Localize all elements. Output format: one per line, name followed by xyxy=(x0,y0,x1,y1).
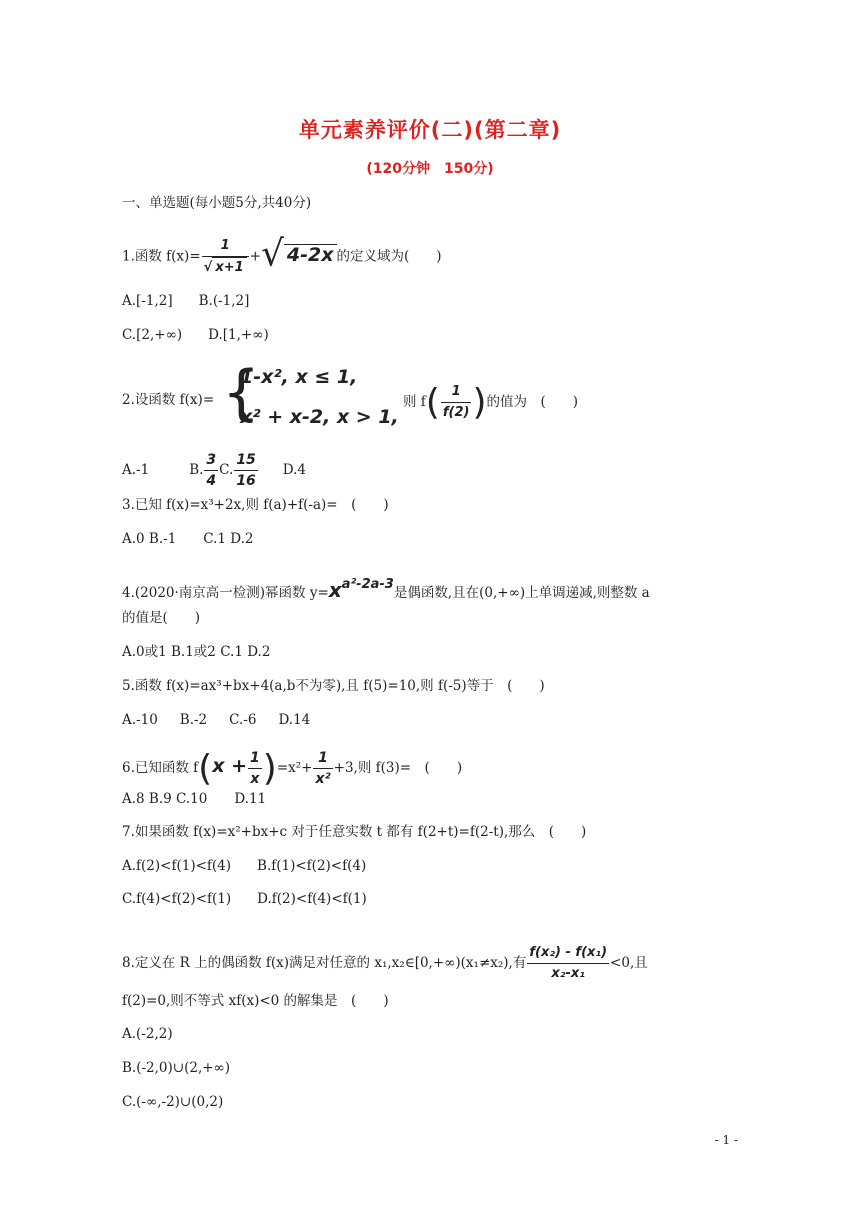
q3-options: A.0 B.-1 C.1 D.2 xyxy=(122,531,254,547)
q1-option-b: B.(-1,2] xyxy=(198,293,250,309)
section-heading: 一、单选题(每小题5分,共40分) xyxy=(122,195,312,211)
q5-option-b: B.-2 xyxy=(179,712,208,728)
q8-line-2: f(2)=0,则不等式 xf(x)<0 的解集是 ( ) xyxy=(122,993,389,1009)
q6-rhs-fraction: $\frac{1}{\text{x²}}$ xyxy=(315,750,331,787)
question-1: 1.函数 f(x)= $\frac{1}{√ x+1}$ +√ 4-2x 的定义域为( ) xyxy=(122,236,442,278)
q7-option-b: B.f(1)<f(2)<f(4) xyxy=(257,858,367,874)
q2-brace: { xyxy=(222,358,261,428)
q2-case-2: x² + x-2, x > 1, xyxy=(240,406,399,428)
q2-option-c-fraction: $\frac{15}{16}$ xyxy=(236,452,256,489)
q7-option-d: D.f(2)<f(4)<f(1) xyxy=(257,891,367,907)
q8-option-b: B.(-2,0)∪(2,+∞) xyxy=(122,1060,231,1076)
q2-tail: 则 f( $\frac{1}{f(2)}$ )的值为 ( ) xyxy=(403,382,579,423)
q2-fraction: $\frac{1}{f(2)}$ xyxy=(441,382,472,423)
q1-option-d: D.[1,+∞) xyxy=(208,327,269,343)
q5-options xyxy=(122,710,310,730)
q6-arg-fraction: $\frac{1}{x}$ xyxy=(250,750,260,787)
q1-suffix: 的定义域为( ) xyxy=(336,248,442,265)
q5-option-c: C.-6 xyxy=(229,712,257,728)
q1-prefix: 1.函数 f(x)= xyxy=(122,248,201,265)
q1-fraction: $\frac{1}{√ x+1}$ xyxy=(202,236,249,278)
q1-option-a: A.[-1,2] xyxy=(122,293,173,309)
q4-options: A.0或1 B.1或2 C.1 D.2 xyxy=(122,644,271,660)
q2-options: A.-1 B. $\frac{3}{4}$ C. $\frac{15}{16}$ D.4 xyxy=(122,452,307,489)
question-8: 8.定义在 R 上的偶函数 f(x)满足对任意的 x₁,x₂∈[0,+∞)(x₁≠x₂),有 $\frac{\text{f(x₂) - f(x₁)}}{\text{x₂-x₁}}$ <0,且 xyxy=(122,943,648,984)
q8-fraction: $\frac{\text{f(x₂) - f(x₁)}}{\text{x₂-x₁}}$ xyxy=(527,943,609,984)
q1-options-row2 xyxy=(122,325,295,345)
q8-option-a: A.(-2,2) xyxy=(122,1026,173,1042)
question-6: 6.已知函数 f(x + $\frac{1}{x}$ )=x²+ $\frac{1}{\text{x²}}$ +3,则 f(3)= ( ) xyxy=(122,748,463,789)
q6-options: A.8 B.9 C.10 D.11 xyxy=(122,791,267,807)
q7-option-c: C.f(4)<f(2)<f(1) xyxy=(122,891,232,907)
q1-sqrt: 4-2x xyxy=(284,244,337,265)
question-2-prefix: 2.设函数 f(x)= xyxy=(122,392,215,408)
q2-option-b-fraction: $\frac{3}{4}$ xyxy=(206,452,217,489)
q4-line-2: 的值是( ) xyxy=(122,610,201,626)
q8-option-c: C.(-∞,-2)∪(0,2) xyxy=(122,1094,224,1110)
q2-option-d: D.4 xyxy=(282,462,307,478)
q2-option-a: A.-1 xyxy=(122,462,150,478)
q7-options-row2 xyxy=(122,889,393,909)
page-number: - 1 - xyxy=(714,1133,738,1147)
q2-case-1: 1-x², x ≤ 1, xyxy=(240,366,358,388)
question-7: 7.如果函数 f(x)=x²+bx+c 对于任意实数 t 都有 f(2+t)=f(2-t),那么 ( ) xyxy=(122,824,587,840)
question-3: 3.已知 f(x)=x³+2x,则 f(a)+f(-a)= ( ) xyxy=(122,497,389,513)
question-4: 4.(2020·南京高一检测)幂函数 y=xa²-2a-3是偶函数,且在(0,+∞)上单调递减,则整数 a xyxy=(122,577,650,602)
q7-options-row1 xyxy=(122,856,392,876)
q5-option-a: A.-10 xyxy=(122,712,158,728)
page-title: 单元素养评价(二)(第二章) xyxy=(298,118,562,142)
q1-option-c: C.[2,+∞) xyxy=(122,327,183,343)
q7-option-a: A.f(2)<f(1)<f(4) xyxy=(122,858,232,874)
question-5: 5.函数 f(x)=ax³+bx+4(a,b不为零),且 f(5)=10,则 f(-5)等于 ( ) xyxy=(122,678,545,694)
page-subtitle: (120分钟 150分) xyxy=(366,161,494,177)
q5-option-d: D.14 xyxy=(278,712,311,728)
q1-options-row1 xyxy=(122,291,275,311)
